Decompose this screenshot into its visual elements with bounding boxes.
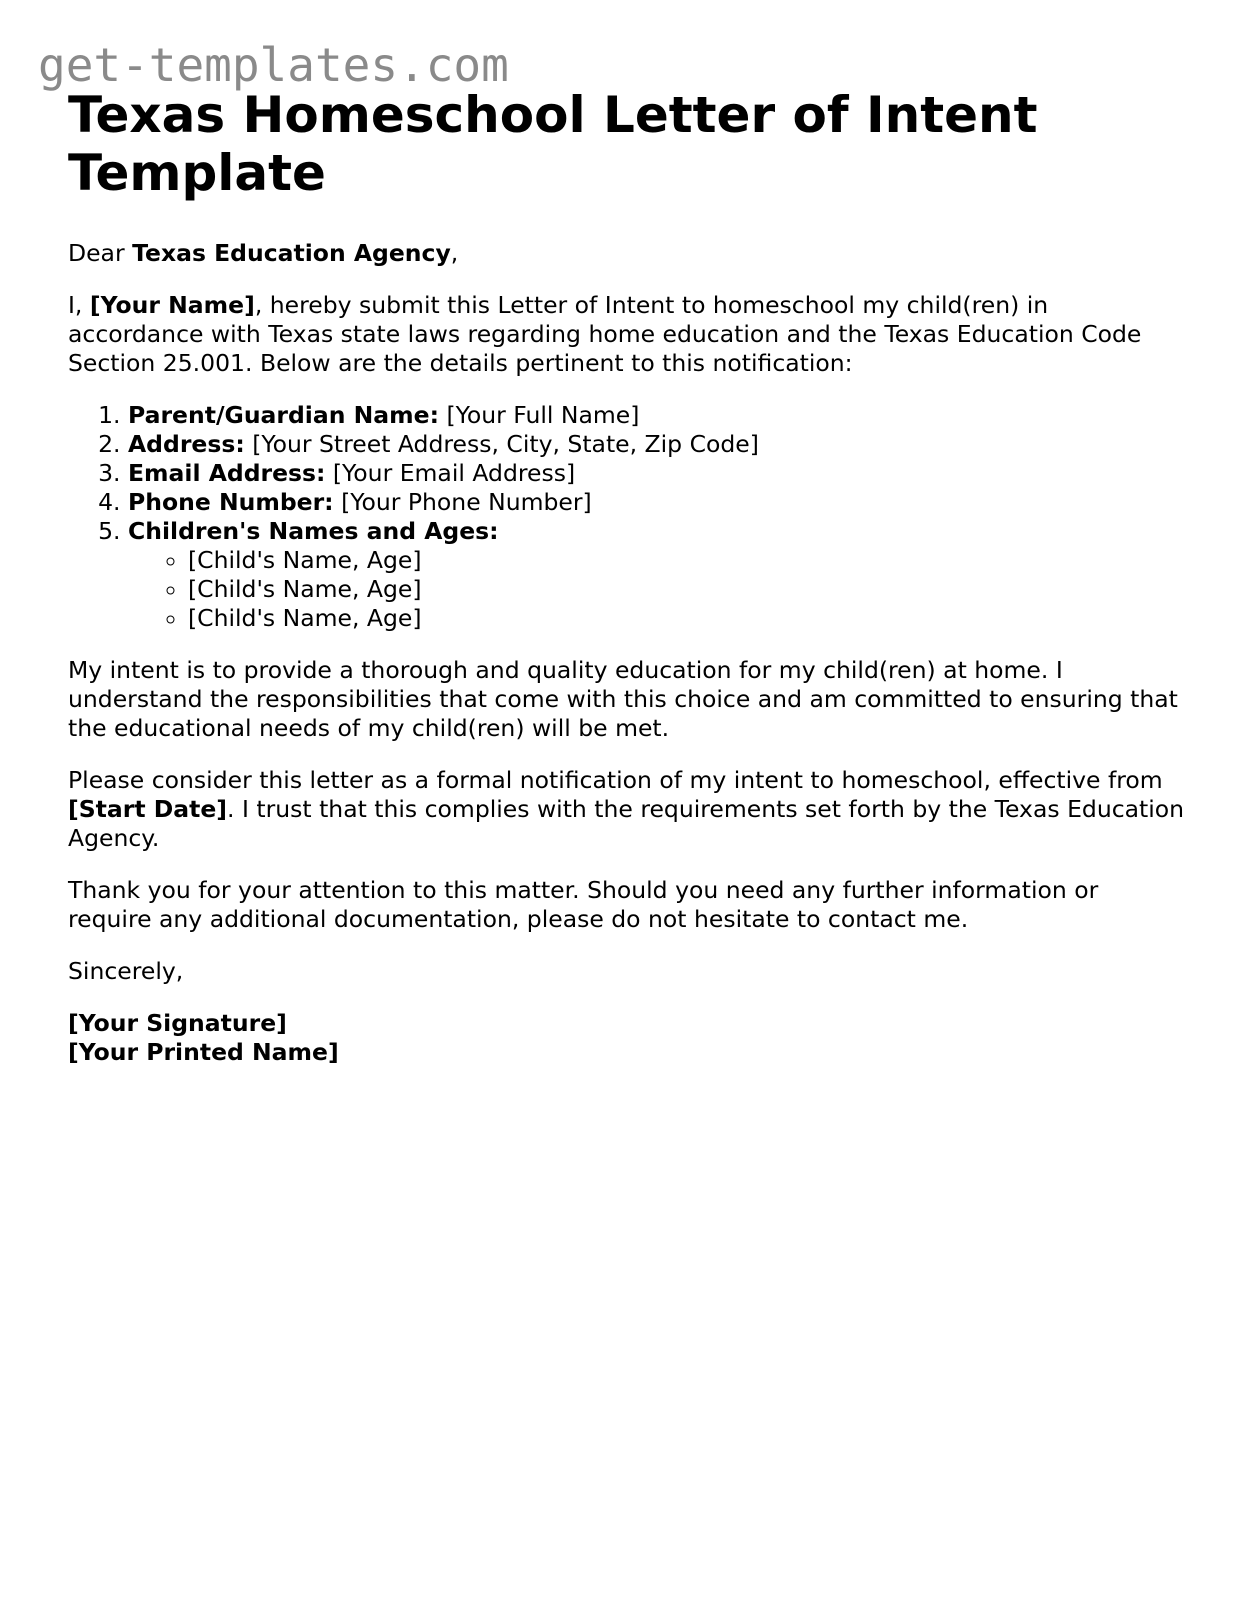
watermark: get-templates.com [38, 38, 509, 92]
letter-page [68, 86, 1188, 1067]
child-item: ◦ [Child's Name, Age] [188, 604, 1188, 633]
detail-item-email [128, 459, 1188, 488]
detail-label: Email Address: [128, 459, 326, 487]
details-list [68, 401, 1188, 633]
signature-placeholder: [Your Signature] [68, 1009, 287, 1037]
closing: Sincerely, [68, 957, 184, 985]
child-item: ◦ [Child's Name, Age] [188, 546, 1188, 575]
intro-name-placeholder: [Your Name] [89, 291, 255, 319]
detail-value: [Your Street Address, City, State, Zip Code] [244, 430, 759, 458]
intro-prefix: I, [68, 291, 90, 319]
detail-value: [Your Full Name] [439, 401, 640, 429]
greeting-recipient: Texas Education Agency [132, 239, 451, 267]
greeting-prefix: Dear [68, 239, 133, 267]
detail-item-children [128, 517, 1188, 633]
detail-value: [Your Email Address] [325, 459, 576, 487]
detail-item-parent-name [128, 401, 1188, 430]
detail-label: Children's Names and Ages: [128, 517, 499, 545]
intent-paragraph: My intent is to provide a thorough and quality education for my child(ren) at home. I understand the responsibilities that come with this choice and am committed to ensuring that the educational needs of my child(ren) will be met. [68, 656, 1178, 742]
detail-label: Address: [128, 430, 245, 458]
notice-paragraph [68, 766, 1188, 853]
detail-label: Phone Number: [128, 488, 334, 516]
detail-item-address [128, 430, 1188, 459]
notice-prefix: Please consider this letter as a formal notification of my intent to homeschool, effective from [68, 766, 1163, 794]
detail-value: [Your Phone Number] [333, 488, 592, 516]
detail-item-phone [128, 488, 1188, 517]
intro-text: , hereby submit this Letter of Intent to homeschool my child(ren) in accordance with Texas state laws regarding home education and the Texas Education Code Section 25.001. Below are the details pertinent to this notification: [68, 291, 1142, 377]
start-date-placeholder: [Start Date] [68, 795, 228, 823]
greeting [68, 239, 1188, 268]
signature-block [68, 1009, 1188, 1067]
printed-name-placeholder: [Your Printed Name] [68, 1038, 339, 1066]
thanks-paragraph: Thank you for your attention to this matter. Should you need any further information or require any additional documentation, please do not hesitate to contact me. [68, 876, 1099, 933]
notice-suffix: . I trust that this complies with the requirements set forth by the Texas Education Agency. [68, 795, 1185, 852]
greeting-suffix: , [450, 239, 459, 267]
page-title: Texas Homeschool Letter of Intent Template [68, 86, 1038, 202]
children-list [128, 546, 1188, 633]
detail-label: Parent/Guardian Name: [128, 401, 439, 429]
child-item: ◦ [Child's Name, Age] [188, 575, 1188, 604]
intro-paragraph [68, 291, 1188, 378]
